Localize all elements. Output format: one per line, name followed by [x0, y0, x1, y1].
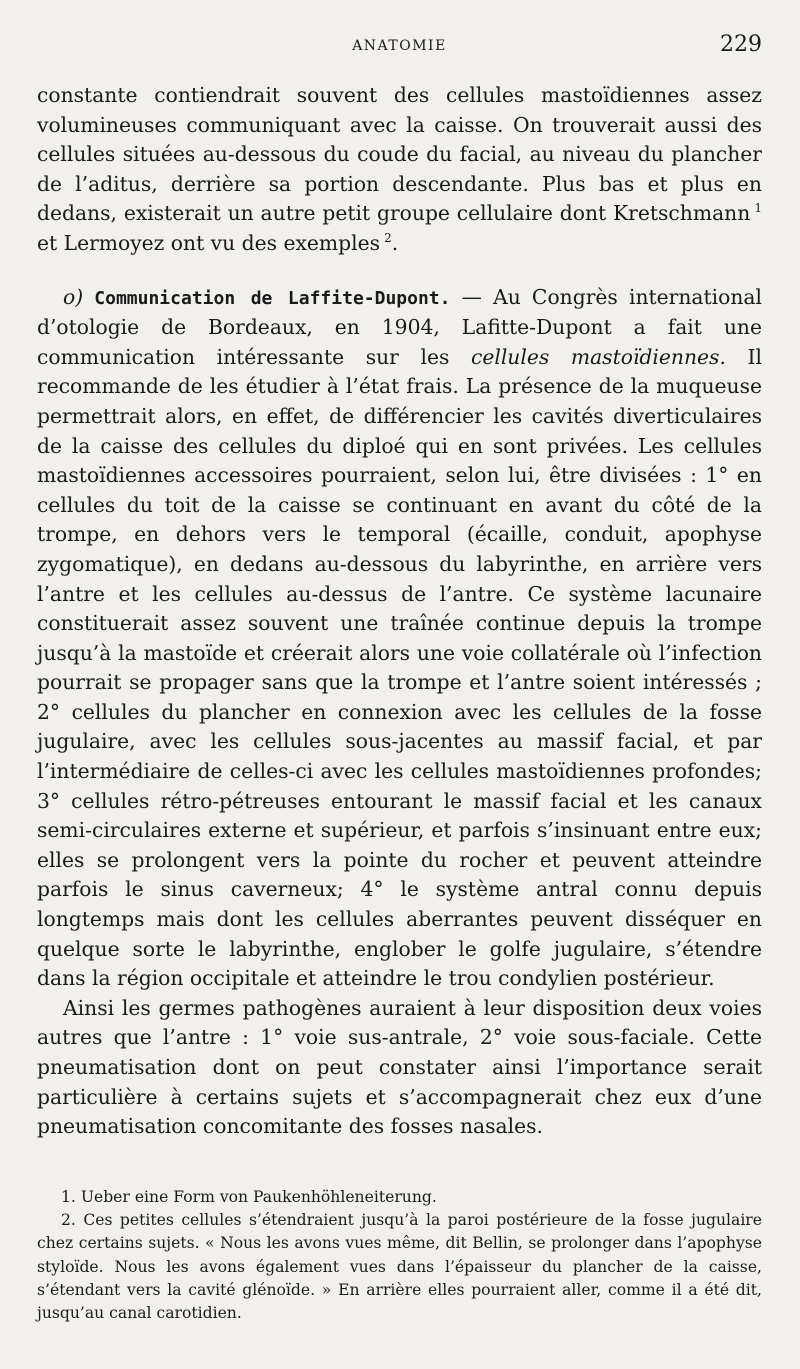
running-head: [37, 32, 762, 60]
paragraph-text: Il recommande de les étudier à l’état frais. La présence de la muqueuse permettrait alors, en effet, de différencier les cavités diverticulaires de la caisse des cellules du diploé qui en sont privées. Les cellules mastoïdiennes accessoires pourraient, selon lui, être divisées : 1° en cellules du toit de la caisse se continuant en avant du côté de la trompe, en dehors vers le temporal (écaille, conduit, apophyse zygomatique), en dedans au-dessous du labyrinthe, en arrière vers l’antre et les cellules au-dessus de l’antre. Ce système lacunaire constituerait assez souvent une traînée continue depuis la trompe jusqu’à la mastoïde et créerait alors une voie collatérale où l’infection pourrait se propager sans que la trompe et l’antre soient intéressés ; 2° cellules du plancher en connexion avec les cellules de la fosse jugulaire, avec les cellules sous-jacentes au massif facial, et par l’intermédiaire de celles-ci avec les cellules mastoïdiennes profondes; 3° cellules rétro-pétreuses entourant le massif facial et les canaux semi-circulaires externe et supérieur, et parfois s’insinuant entre eux; elles se prolongent vers la pointe du rocher et peuvent atteindre parfois le sinus caverneux; 4° le système antral connu depuis longtemps mais dont les cellules aberrantes peuvent disséquer en quelque sorte le labyrinthe, englober le golfe jugulaire, s’étendre dans la région occipitale et atteindre le trou condylien postérieur.: [37, 344, 762, 991]
running-title: ANATOMIE: [352, 38, 447, 54]
footnote-ref-2: 2: [384, 230, 392, 245]
paragraph-gap: [37, 259, 762, 283]
section-heading: Communication de Laffite-Dupont.: [94, 287, 451, 309]
footnote-1: 1. Ueber eine Form von Paukenhöhleneiterung.: [61, 1188, 437, 1206]
body-text: [37, 81, 762, 1142]
paragraph-continued: [37, 81, 762, 259]
emphasis-text: cellules mastoïdiennes.: [470, 344, 726, 369]
paragraph-text: constante contiendrait souvent des cellules mastoïdiennes assez volumineuses communiquant avec la caisse. On trouverait aussi des cellules situées au-dessous du coude du facial, au niveau du plancher de l’aditus, derrière sa portion descendante. Plus bas et plus en dedans, existerait un autre petit groupe cellulaire dont Kretschmann: [37, 83, 762, 226]
paragraph-conclusion: Ainsi les germes pathogènes auraient à leur disposition deux voies autres que l’antre : 1° voie sus-antrale, 2° voie sous-faciale. Cette pneumatisation dont on peut constater ainsi l’importance serait particulière à certains sujets et s’accompagnerait chez eux d’une pneumatisation concomitante des fosses nasales.: [37, 995, 762, 1139]
paragraph-text: .: [391, 230, 399, 255]
page-number: 229: [720, 32, 762, 57]
section-marker: o): [63, 284, 84, 309]
paragraph-section-o: [37, 283, 762, 994]
paragraph-text: — Au Congrès international d’otologie de Bordeaux, en 1904, Lafitte-Dupont a fait une communication intéressante sur les: [37, 284, 762, 369]
paragraph-text: et Lermoyez ont vu des exemples: [37, 230, 381, 255]
footnotes: [37, 1186, 762, 1325]
footnote-ref-1: 1: [754, 201, 762, 216]
footnote-2: 2. Ces petites cellules s’étendraient jusqu’à la paroi postérieure de la fosse jugulaire chez certains sujets. « Nous les avons vues même, dit Bellin, se prolonger dans l’apophyse styloïde. Nous les avons également vues dans l’épaisseur du plancher de la caisse, s’étendant vers la cavité glénoïde. » En arrière elles pourraient aller, comme il a été dit, jusqu’au canal carotidien.: [37, 1211, 762, 1323]
